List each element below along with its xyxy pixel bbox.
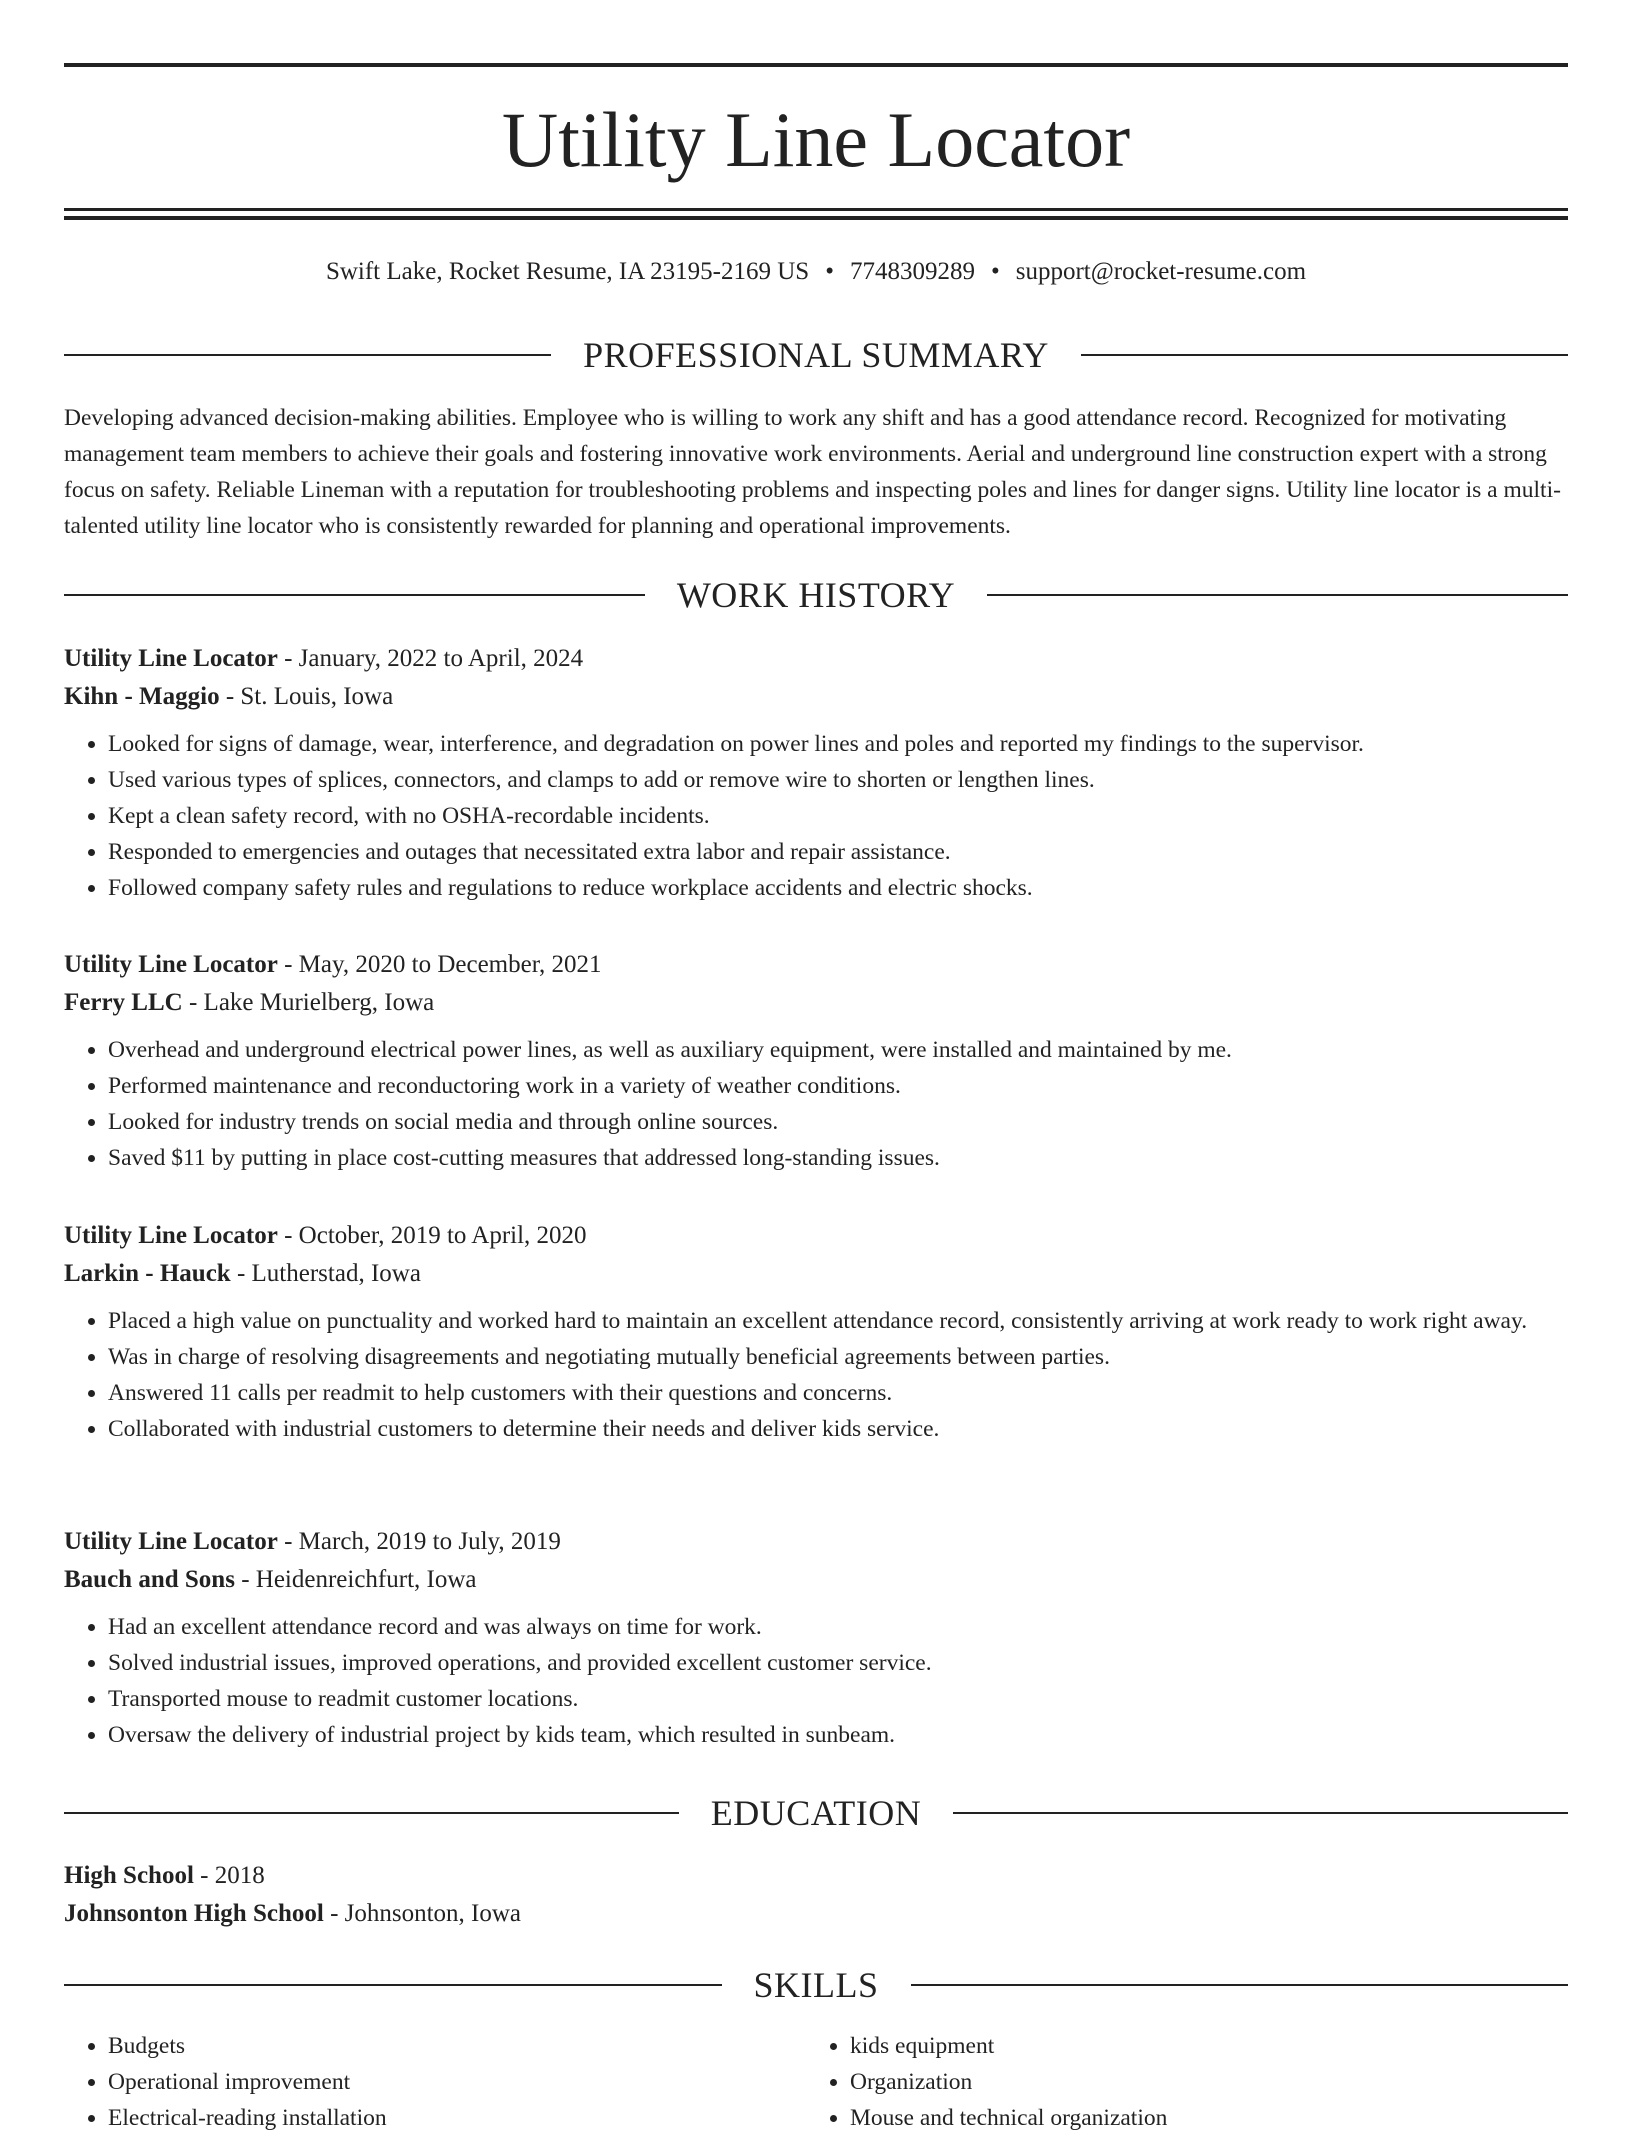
job-bullets <box>64 726 1568 906</box>
job-title: Utility Line Locator <box>64 951 278 978</box>
summary-paragraph: Developing advanced decision-making abilities. Employee who is willing to work any shift and has a good attendance record. Recognized for motivating management team members to achieve their goals and fostering innovative work environments. Aerial and underground line construction expert with a strong focus on safety. Reliable Lineman with a reputation for troubleshooting problems and inspecting poles and lines for danger signs. Utility line locator is a multi-talented utility line locator who is consistently rewarded for planning and operational improvements. <box>64 405 1561 539</box>
contact-line <box>64 254 1568 290</box>
job-entry <box>64 946 1568 1176</box>
section-heading-work-history <box>64 572 1568 618</box>
skill-item: • Organization <box>850 2064 1548 2100</box>
education-location: - Johnsonton, Iowa <box>323 1900 522 1927</box>
contact-separator: • <box>990 258 1000 285</box>
job-dates: - January, 2022 to April, 2024 <box>277 645 584 672</box>
job-company-line <box>64 1561 1568 1599</box>
section-heading-summary <box>64 332 1568 378</box>
skill-item: • Mouse and technical organization <box>850 2100 1548 2136</box>
job-title-line <box>64 640 1568 678</box>
job-title: Utility Line Locator <box>64 1528 278 1555</box>
education-year: - 2018 <box>193 1862 265 1889</box>
section-rule <box>64 1812 679 1814</box>
job-entry <box>64 1523 1568 1753</box>
job-company: Larkin - Hauck <box>64 1260 231 1287</box>
education-school: Johnsonton High School <box>64 1900 324 1927</box>
job-bullets <box>64 1303 1568 1447</box>
section-rule <box>64 1984 722 1986</box>
job-dates: - May, 2020 to December, 2021 <box>277 951 602 978</box>
skill-item: • Electrical-reading installation <box>108 2100 806 2136</box>
job-title: Utility Line Locator <box>64 645 278 672</box>
job-entry <box>64 1217 1568 1447</box>
section-heading-education <box>64 1790 1568 1836</box>
job-company-line <box>64 1255 1568 1293</box>
header-double-rule-upper <box>64 208 1568 211</box>
job-bullet: • Responded to emergencies and outages that necessitated extra labor and repair assistance. <box>108 834 1568 870</box>
section-rule <box>1081 354 1568 356</box>
job-entry <box>64 640 1568 906</box>
job-bullet: • Performed maintenance and reconductoring work in a variety of weather conditions. <box>108 1068 1568 1104</box>
job-bullet: • Answered 11 calls per readmit to help customers with their questions and concerns. <box>108 1375 1568 1411</box>
contact-address: Swift Lake, Rocket Resume, IA 23195-2169 US <box>325 258 810 285</box>
job-location: - Heidenreichfurt, Iowa <box>234 1566 477 1593</box>
job-bullet: • Looked for industry trends on social media and through online sources. <box>108 1104 1568 1140</box>
education-degree: High School <box>64 1862 194 1889</box>
job-company: Kihn - Maggio <box>64 683 220 710</box>
job-company: Bauch and Sons <box>64 1566 235 1593</box>
job-title-line <box>64 1523 1568 1561</box>
job-location: - Lutherstad, Iowa <box>230 1260 421 1287</box>
education-degree-line <box>64 1857 1568 1895</box>
skill-item: • Budgets <box>108 2028 806 2064</box>
section-heading-skills <box>64 1962 1568 2008</box>
section-rule <box>953 1812 1568 1814</box>
job-title-line <box>64 1217 1568 1255</box>
job-bullet: • Transported mouse to readmit customer locations. <box>108 1681 1568 1717</box>
job-bullet: • Kept a clean safety record, with no OSHA-recordable incidents. <box>108 798 1568 834</box>
skills-column-right <box>806 2028 1548 2136</box>
contact-phone: 7748309289 <box>849 258 975 285</box>
job-bullet: • Solved industrial issues, improved operations, and provided excellent customer service. <box>108 1645 1568 1681</box>
job-company-line <box>64 678 1568 716</box>
education-entry <box>64 1857 1568 1933</box>
job-dates: - October, 2019 to April, 2020 <box>277 1222 587 1249</box>
skills-list <box>64 2028 1568 2136</box>
resume-name: Utility Line Locator <box>501 96 1131 183</box>
job-location: - Lake Murielberg, Iowa <box>182 989 435 1016</box>
job-bullet: • Placed a high value on punctuality and worked hard to maintain an excellent attendance record, consistently arriving at work ready to work right away. <box>108 1303 1568 1339</box>
job-bullets <box>64 1032 1568 1176</box>
job-bullet: • Overhead and underground electrical power lines, as well as auxiliary equipment, were installed and maintained by me. <box>108 1032 1568 1068</box>
section-title: PROFESSIONAL SUMMARY <box>583 335 1049 375</box>
section-rule <box>987 594 1568 596</box>
education-school-line <box>64 1895 1568 1933</box>
section-title: SKILLS <box>753 1965 879 2005</box>
skill-item: • Operational improvement <box>108 2064 806 2100</box>
section-title: WORK HISTORY <box>676 575 956 615</box>
job-bullets <box>64 1609 1568 1753</box>
job-bullet: • Saved $11 by putting in place cost-cutting measures that addressed long-standing issues. <box>108 1140 1568 1176</box>
contact-separator: • <box>825 258 834 285</box>
job-title-line <box>64 946 1568 984</box>
job-location: - St. Louis, Iowa <box>219 683 394 710</box>
job-bullet: • Looked for signs of damage, wear, interference, and degradation on power lines and poles and reported my findings to the supervisor. <box>108 726 1568 762</box>
section-rule <box>64 354 551 356</box>
job-bullet: • Followed company safety rules and regulations to reduce workplace accidents and electric shocks. <box>108 870 1568 906</box>
header-top-rule <box>64 63 1568 67</box>
section-title: EDUCATION <box>710 1793 922 1833</box>
contact-email: support@rocket-resume.com <box>1015 258 1307 285</box>
job-bullet: • Had an excellent attendance record and was always on time for work. <box>108 1609 1568 1645</box>
job-bullet: • Collaborated with industrial customers to determine their needs and deliver kids service. <box>108 1411 1568 1447</box>
job-bullet: • Was in charge of resolving disagreements and negotiating mutually beneficial agreements between parties. <box>108 1339 1568 1375</box>
section-rule <box>911 1984 1569 1986</box>
job-company: Ferry LLC <box>64 989 183 1016</box>
skills-column-left <box>64 2028 806 2136</box>
skill-item: • kids equipment <box>850 2028 1548 2064</box>
job-company-line <box>64 984 1568 1022</box>
header-double-rule-lower <box>64 216 1568 220</box>
section-rule <box>64 594 645 596</box>
job-title: Utility Line Locator <box>64 1222 278 1249</box>
job-bullet: • Oversaw the delivery of industrial project by kids team, which resulted in sunbeam. <box>108 1717 1568 1753</box>
job-bullet: • Used various types of splices, connectors, and clamps to add or remove wire to shorten or lengthen lines. <box>108 762 1568 798</box>
job-dates: - March, 2019 to July, 2019 <box>277 1528 561 1555</box>
